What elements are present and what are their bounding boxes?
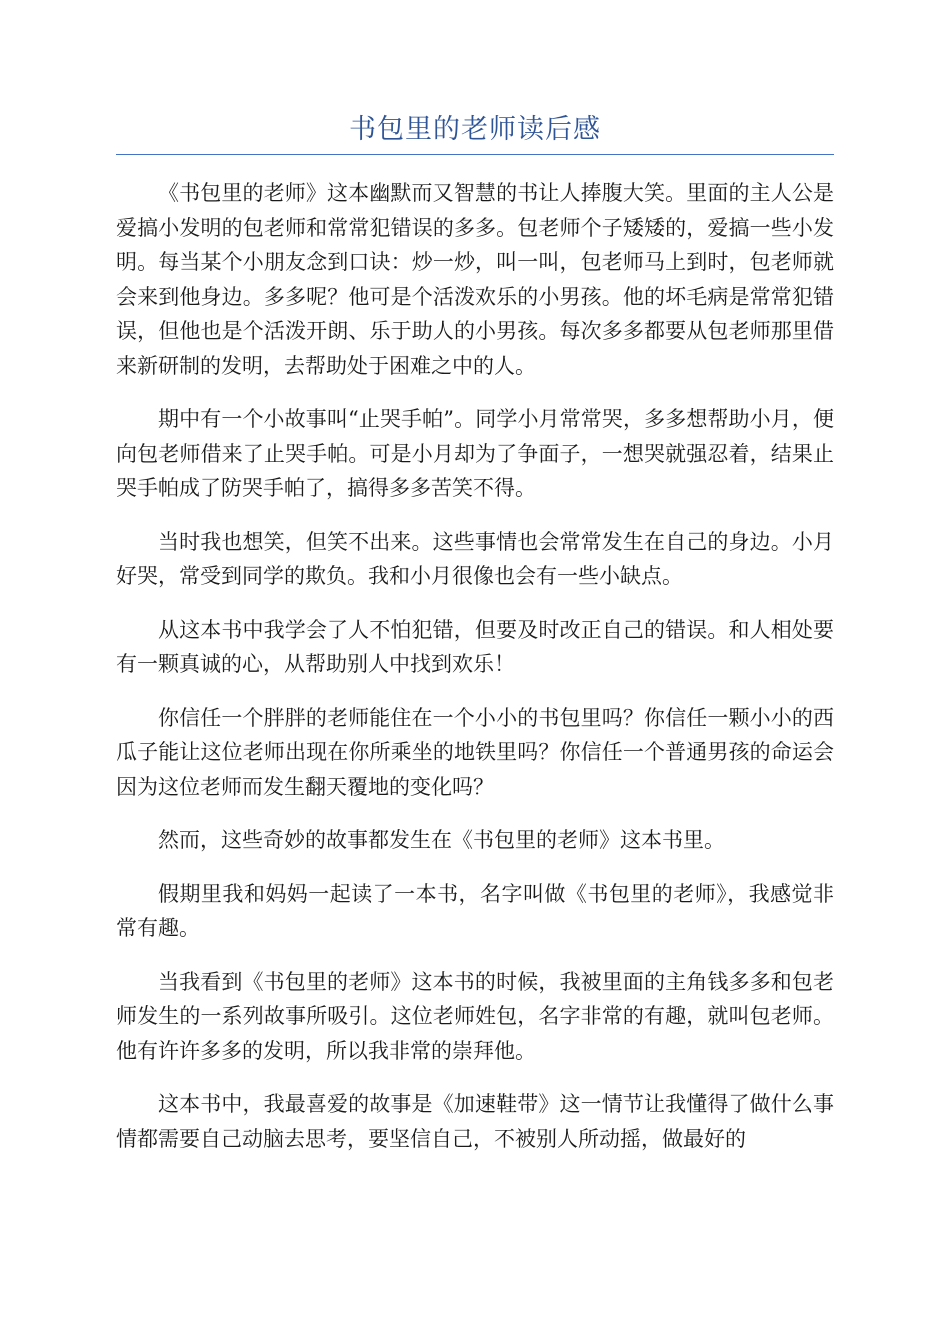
title-underline <box>116 154 834 155</box>
paragraph: 假期里我和妈妈一起读了一本书，名字叫做《书包里的老师》，我感觉非常有趣。 <box>116 881 834 940</box>
document-title: 书包里的老师读后感 <box>349 114 601 145</box>
paragraph: 当时我也想笑，但笑不出来。这些事情也会常常发生在自己的身边。小月好哭，常受到同学的欺负。我和小月很像也会有一些小缺点。 <box>116 529 834 588</box>
paragraph: 《书包里的老师》这本幽默而又智慧的书让人捧腹大笑。里面的主人公是爱搞小发明的包老师和常常犯错误的多多。包老师个子矮矮的，爱搞一些小发明。每当某个小朋友念到口诀：炒一炒，叫一叫，包老师马上到时，包老师就会来到他身边。多多呢？他可是个活泼欢乐的小男孩。他的坏毛病是常常犯错误，但他也是个活泼开朗、乐于助人的小男孩。每次多多都要从包老师那里借来新研制的发明，去帮助处于困难之中的人。 <box>116 181 834 378</box>
paragraph: 你信任一个胖胖的老师能住在一个小小的书包里吗？你信任一颗小小的西瓜子能让这位老师出现在你所乘坐的地铁里吗？你信任一个普通男孩的命运会因为这位老师而发生翻天覆地的变化吗？ <box>116 705 834 799</box>
paragraph: 当我看到《书包里的老师》这本书的时候，我被里面的主角钱多多和包老师发生的一系列故事所吸引。这位老师姓包，名字非常的有趣，就叫包老师。他有许许多多的发明，所以我非常的崇拜他。 <box>116 969 834 1063</box>
paragraph: 然而，这些奇妙的故事都发生在《书包里的老师》这本书里。 <box>158 828 725 852</box>
paragraph: 期中有一个小故事叫“止哭手帕”。同学小月常常哭，多多想帮助小月，便向包老师借来了止哭手帕。可是小月却为了争面子，一想哭就强忍着，结果止哭手帕成了防哭手帕了，搞得多多苦笑不得。 <box>116 407 834 500</box>
paragraph: 这本书中，我最喜爱的故事是《加速鞋带》这一情节让我懂得了做什么事情都需要自己动脑去思考，要坚信自己，不被别人所动摇，做最好的 <box>116 1092 834 1151</box>
document-body <box>116 176 834 1175</box>
paragraph: 从这本书中我学会了人不怕犯错，但要及时改正自己的错误。和人相处要有一颗真诚的心，从帮助别人中找到欢乐！ <box>116 617 834 676</box>
